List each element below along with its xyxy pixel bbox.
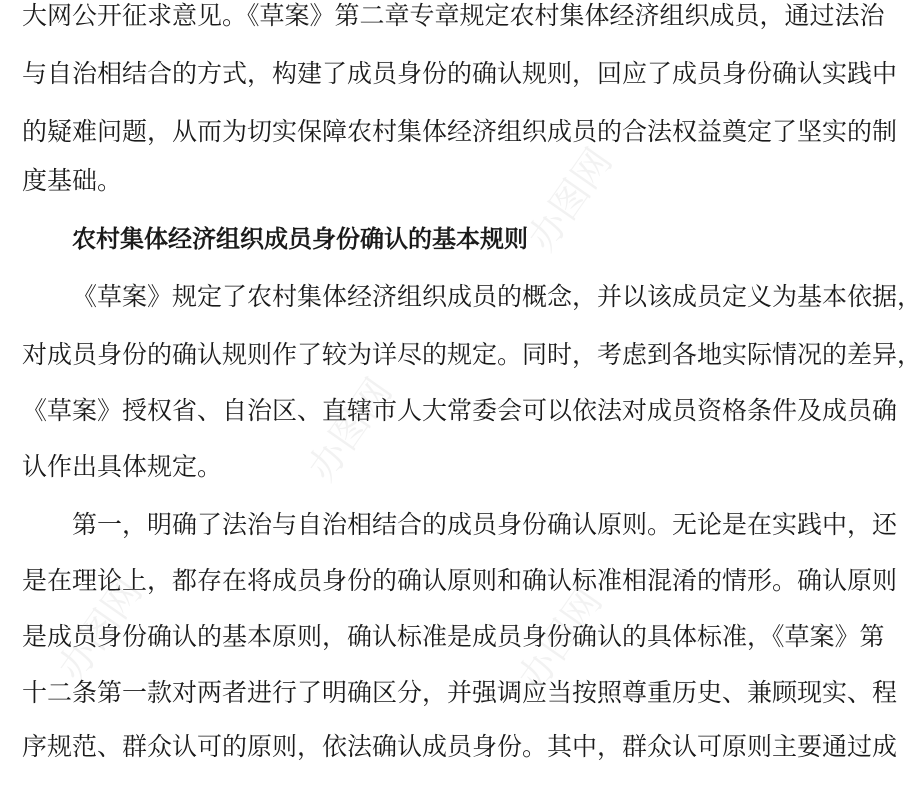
watermark: 办图网 (49, 570, 151, 689)
paragraph-3-line-4: 十二条第一款对两者进行了明确区分，并强调应当按照尊重历史、兼顾现实、程 (22, 678, 898, 707)
paragraph-1-line-3: 的疑难问题，从而为切实保障农村集体经济组织成员的合法权益奠定了坚实的制 (22, 117, 898, 146)
paragraph-2-line-3: 《草案》授权省、自治区、直辖市人大常委会可以依法对成员资格条件及成员确 (22, 396, 898, 425)
paragraph-1-line-1: 大网公开征求意见。《草案》第二章专章规定农村集体经济组织成员，通过法治 (22, 1, 885, 30)
paragraph-2-line-1: 《草案》规定了农村集体经济组织成员的概念，并以该成员定义为基本依据， (72, 282, 922, 311)
paragraph-3-line-5: 序规范、群众认可的原则，依法确认成员身份。其中，群众认可原则主要通过成 (22, 732, 898, 761)
watermark: 办图网 (299, 370, 401, 489)
paragraph-3-line-2: 是在理论上，都存在将成员身份的确认原则和确认标准相混淆的情形。确认原则 (22, 566, 898, 595)
paragraph-2-line-2: 对成员身份的确认规则作了较为详尽的规定。同时，考虑到各地实际情况的差异， (22, 340, 922, 369)
paragraph-1-line-2: 与自治相结合的方式，构建了成员身份的确认规则，回应了成员身份确认实践中 (22, 59, 898, 88)
paragraph-3-line-3: 是成员身份确认的基本原则，确认标准是成员身份确认的具体标准，《草案》第 (22, 622, 885, 651)
watermark: 办图网 (509, 580, 611, 699)
paragraph-3-line-1: 第一，明确了法治与自治相结合的成员身份确认原则。无论是在实践中，还 (72, 510, 898, 539)
section-heading: 农村集体经济组织成员身份确认的基本规则 (72, 225, 528, 253)
paragraph-1-line-4: 度基础。 (22, 166, 123, 195)
watermark: 办图网 (519, 140, 621, 259)
paragraph-2-line-4: 认作出具体规定。 (22, 452, 223, 481)
